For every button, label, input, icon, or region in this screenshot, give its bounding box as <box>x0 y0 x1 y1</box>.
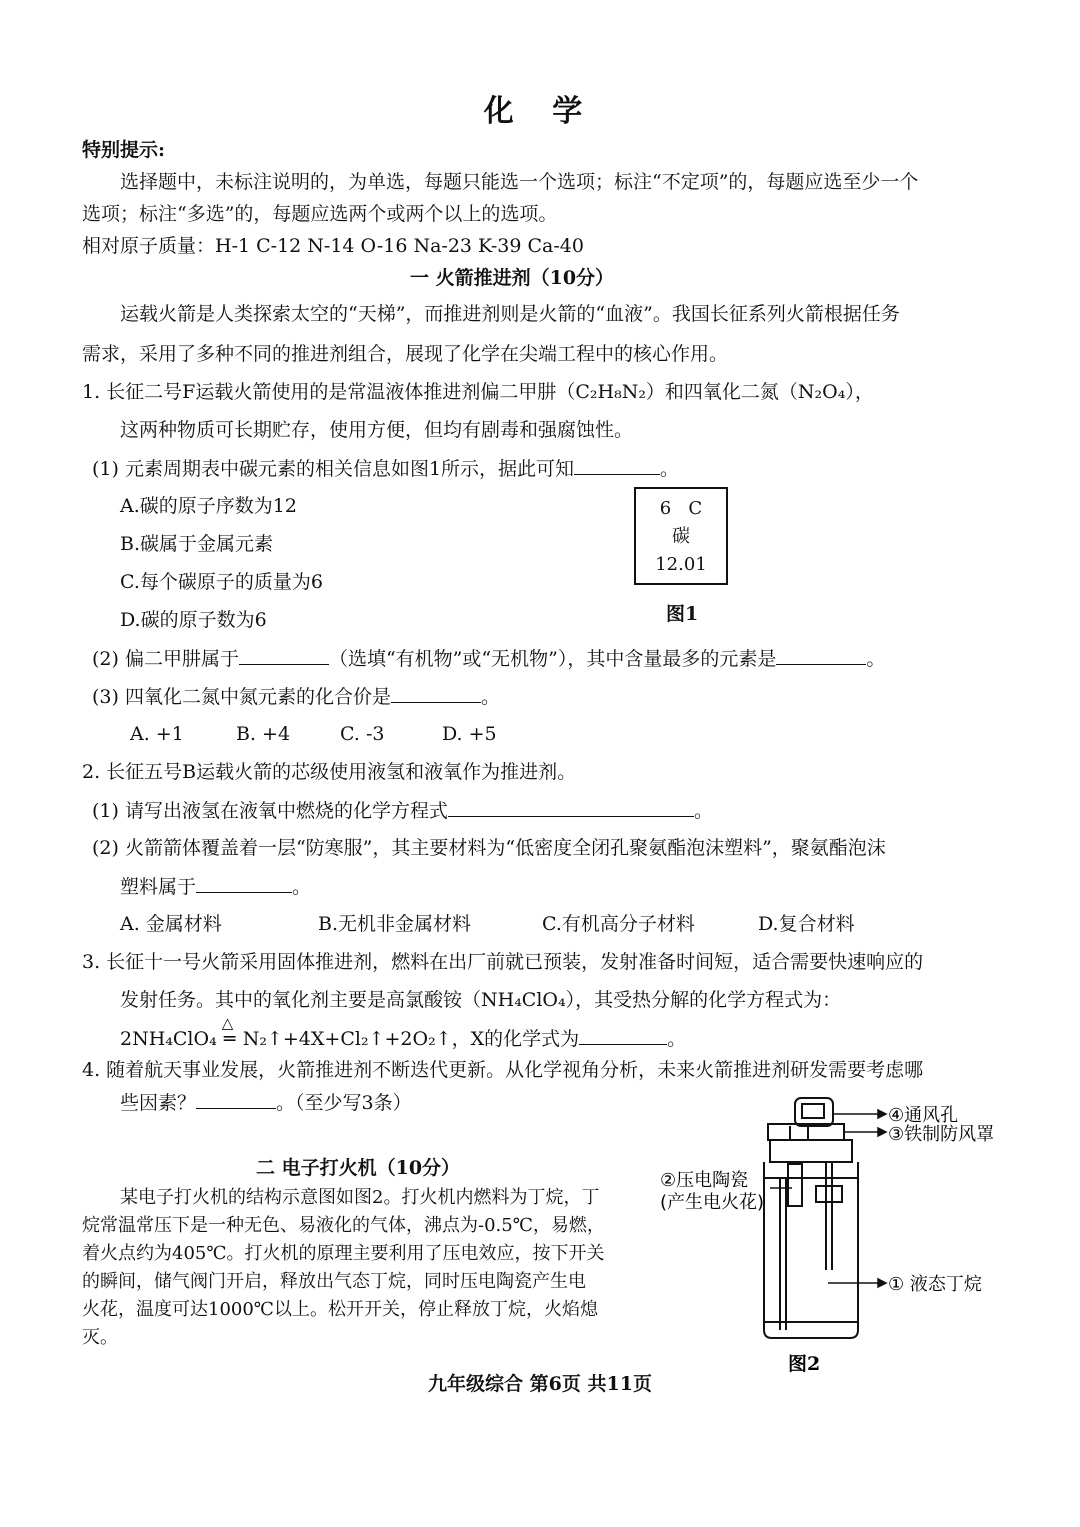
lighter-diagram <box>640 1090 1020 1390</box>
q1-1-option-d: D.碳的原子数为6 <box>120 609 267 631</box>
section2-para-4: 的瞬间，储气阀门开启，释放出气态丁烷，同时压电陶瓷产生电 <box>82 1271 586 1292</box>
q4-line-2 <box>120 1090 412 1115</box>
notice-line-1: 选择题中，未标注说明的，为单选，每题只能选一个选项；标注“不定项”的，每题应选至少一个 <box>120 171 919 193</box>
answer-blank[interactable] <box>448 798 694 817</box>
figure1-caption: 图1 <box>666 603 699 625</box>
heat-equals-sign: △ ═ <box>217 1027 243 1051</box>
label-wind-shield: ③铁制防风罩 <box>888 1124 995 1145</box>
q4-line-1: 4. 随着航天事业发展，火箭推进剂不断迭代更新。从化学视角分析，未来火箭推进剂研发需要考虑哪 <box>82 1059 924 1081</box>
q2-2-option-b: B.无机非金属材料 <box>318 913 472 935</box>
q2-2-line-2 <box>120 874 311 899</box>
element-symbol: C <box>688 498 703 519</box>
element-name: 碳 <box>672 526 690 547</box>
q2-2-option-c: C.有机高分子材料 <box>542 913 695 935</box>
q2-2-option-d: D.复合材料 <box>758 913 855 935</box>
q1-3-stem <box>92 684 500 709</box>
answer-blank[interactable] <box>391 684 481 703</box>
q1-2-end: 。 <box>866 648 886 670</box>
label-liquid-butane: ① 液态丁烷 <box>888 1274 982 1295</box>
q1-1-option-c: C.每个碳原子的质量为6 <box>120 571 323 593</box>
label-vent-hole: ④通风孔 <box>888 1105 959 1126</box>
q2-2-end: 。 <box>292 876 312 898</box>
page-footer: 九年级综合 第6页 共11页 <box>428 1373 652 1395</box>
q3-line-1: 3. 长征十一号火箭采用固体推进剂，燃料在出厂前就已预装，发射准备时间短，适合需要快速响应的 <box>82 951 924 973</box>
q3-equation <box>120 1014 687 1051</box>
answer-blank[interactable] <box>239 646 329 665</box>
answer-blank[interactable] <box>196 1090 276 1109</box>
section1-intro-2: 需求，采用了多种不同的推进剂组合，展现了化学在尖端工程中的核心作用。 <box>82 343 729 365</box>
q4-text-b: 。（至少写3条） <box>276 1092 412 1114</box>
q1-1-end: 。 <box>660 458 680 480</box>
q1-line-1: 1. 长征二号F运载火箭使用的是常温液体推进剂偏二甲肼（C₂H₈N₂）和四氧化二氮（N₂O₄）， <box>82 381 874 403</box>
section1-intro-1: 运载火箭是人类探索太空的“天梯”，而推进剂则是火箭的“血液”。我国长征系列火箭根据任务 <box>120 303 900 325</box>
figure2-caption: 图2 <box>788 1353 821 1375</box>
q2-1-text: (1) 请写出液氢在液氧中燃烧的化学方程式 <box>92 800 448 822</box>
q3-eq-left: 2NH₄ClO₄ <box>120 1028 217 1050</box>
q2-line: 2. 长征五号B运载火箭的芯级使用液氢和液氧作为推进剂。 <box>82 761 577 783</box>
answer-blank[interactable] <box>579 1026 667 1045</box>
q1-3-option-b: B. +4 <box>236 723 291 745</box>
atomic-masses: 相对原子质量：H-1 C-12 N-14 O-16 Na-23 K-39 Ca-40 <box>82 235 584 257</box>
q2-1-end: 。 <box>693 800 713 822</box>
q3-end: 。 <box>667 1028 687 1050</box>
q1-3-option-a: A. +1 <box>130 723 184 745</box>
element-mass: 12.01 <box>655 554 707 575</box>
answer-blank[interactable] <box>776 646 866 665</box>
q1-2-stem <box>92 646 885 671</box>
q2-2-option-a: A. 金属材料 <box>120 913 222 935</box>
section2-para-5: 火花，温度可达1000℃以上。松开开关，停止释放丁烷，火焰熄 <box>82 1299 598 1320</box>
section2-para-6: 灭。 <box>82 1327 118 1348</box>
q1-1-option-a: A.碳的原子序数为12 <box>120 495 297 517</box>
section2-heading: 二 电子打火机（10分） <box>256 1157 461 1179</box>
answer-blank[interactable] <box>574 456 660 475</box>
q3-eq-right: N₂↑+4X+Cl₂↑+2O₂↑，X的化学式为 <box>242 1028 580 1050</box>
q1-1-stem <box>92 456 679 481</box>
element-card-carbon <box>634 487 728 585</box>
q1-3-text: (3) 四氧化二氮中氮元素的化合价是 <box>92 686 391 708</box>
q1-1-text: (1) 元素周期表中碳元素的相关信息如图1所示，据此可知 <box>92 458 575 480</box>
q1-1-option-b: B.碳属于金属元素 <box>120 533 274 555</box>
label-spark: (产生电火花) <box>660 1192 765 1213</box>
q3-line-2: 发射任务。其中的氧化剂主要是高氯酸铵（NH₄ClO₄），其受热分解的化学方程式为： <box>120 989 842 1011</box>
q1-3-end: 。 <box>480 686 500 708</box>
element-card-top <box>636 495 726 523</box>
q2-2-line-1: (2) 火箭箭体覆盖着一层“防寒服”，其主要材料为“低密度全闭孔聚氨酯泡沫塑料”，聚氨酯泡沫 <box>92 837 886 859</box>
q4-text-a: 些因素？ <box>120 1092 197 1114</box>
q2-2-text: 塑料属于 <box>120 876 197 898</box>
label-piezo: ②压电陶瓷 <box>660 1170 749 1191</box>
section1-heading: 一 火箭推进剂（10分） <box>410 267 615 289</box>
element-number: 6 <box>659 498 672 519</box>
section2-para-1: 某电子打火机的结构示意图如图2。打火机内燃料为丁烷，丁 <box>120 1187 600 1208</box>
section2-para-2: 烷常温常压下是一种无色、易液化的气体，沸点为-0.5℃，易燃， <box>82 1215 605 1236</box>
notice-line-2: 选项；标注“多选”的，每题应选两个或两个以上的选项。 <box>82 203 558 225</box>
answer-blank[interactable] <box>196 874 292 893</box>
q1-2-text-a: (2) 偏二甲肼属于 <box>92 648 239 670</box>
q2-1-stem <box>92 798 713 823</box>
triangle-icon: △ <box>221 1014 234 1032</box>
q1-line-2: 这两种物质可长期贮存，使用方便，但均有剧毒和强腐蚀性。 <box>120 419 634 441</box>
notice-heading: 特别提示: <box>82 139 166 161</box>
q1-2-text-b: （选填“有机物”或“无机物”），其中含量最多的元素是 <box>328 648 777 670</box>
q1-3-option-c: C. -3 <box>340 723 385 745</box>
page-title: 化 学 <box>483 94 597 129</box>
section2-para-3: 着火点约为405℃。打火机的原理主要利用了压电效应，按下开关 <box>82 1243 605 1264</box>
q1-3-option-d: D. +5 <box>442 723 497 745</box>
